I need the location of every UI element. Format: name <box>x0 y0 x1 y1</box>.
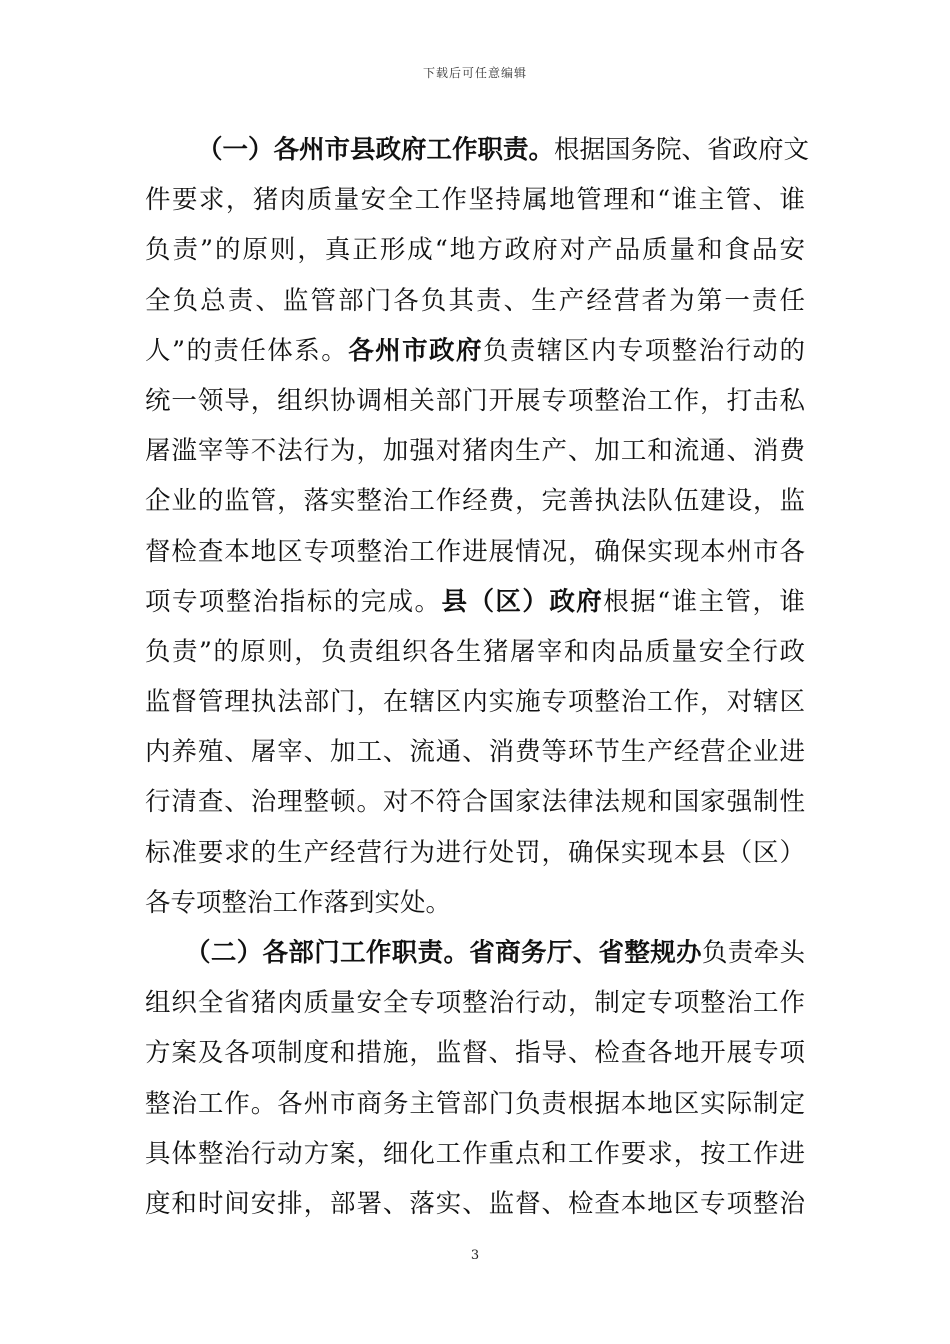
text-line <box>145 225 805 275</box>
body-text: 度和时间安排，部署、落实、监督、检查本地区专项整治 <box>145 1188 805 1219</box>
text-line <box>145 1079 805 1129</box>
text-line <box>145 527 805 577</box>
text-line <box>145 276 805 326</box>
text-line <box>145 1179 805 1229</box>
document-body <box>145 125 810 1229</box>
text-line <box>145 727 805 777</box>
bold-text: 各州市政府 <box>348 335 483 366</box>
body-text: 督检查本地区专项整治工作进展情况，确保实现本州市各 <box>145 536 805 567</box>
page-number: 3 <box>470 1248 480 1263</box>
text-line <box>145 476 805 526</box>
body-text: 统一领导，组织协调相关部门开展专项整治工作，打击私 <box>145 385 805 416</box>
text-line <box>145 125 810 175</box>
body-text: 组织全省猪肉质量安全专项整治行动，制定专项整治工作 <box>145 988 805 1019</box>
body-text: 标准要求的生产经营行为进行处罚，确保实现本县（区） <box>145 837 805 868</box>
bold-text: 县（区）政府 <box>441 586 604 617</box>
body-text: 屠滥宰等不法行为，加强对猪肉生产、加工和流通、消费 <box>145 436 805 467</box>
body-text: 根据“谁主管，谁 <box>603 586 805 617</box>
text-line <box>145 878 805 928</box>
text-line <box>145 376 805 426</box>
text-line <box>145 1028 805 1078</box>
body-text: 负责”的原则，真正形成“地方政府对产品质量和食品安 <box>145 235 805 266</box>
body-text: 负责牵头 <box>701 938 805 968</box>
body-text: 整治工作。各州市商务主管部门负责根据本地区实际制定 <box>145 1088 805 1119</box>
text-line <box>145 1129 805 1179</box>
text-line <box>145 577 805 627</box>
body-text: 全负总责、监管部门各负其责、生产经营者为第一责任 <box>145 285 805 316</box>
body-text: 项专项整治指标的完成。 <box>145 586 442 617</box>
bold-text: （二）各部门工作职责。省商务厅、省整规办 <box>185 938 702 968</box>
body-text: 监督管理执法部门，在辖区内实施专项整治工作，对辖区 <box>145 687 805 718</box>
text-line <box>145 978 805 1028</box>
body-text: 各专项整治工作落到实处。 <box>145 887 452 918</box>
body-text: 行清查、治理整顿。对不符合国家法律法规和国家强制性 <box>145 787 805 818</box>
text-line <box>145 627 805 677</box>
body-text: 人”的责任体系。 <box>145 335 349 366</box>
body-text: 具体整治行动方案，细化工作重点和工作要求，按工作进 <box>145 1138 805 1169</box>
text-line <box>145 777 805 827</box>
text-line <box>145 175 805 225</box>
body-text: 企业的监管，落实整治工作经费，完善执法队伍建设，监 <box>145 486 805 517</box>
text-line <box>145 828 805 878</box>
bold-text: （一）各州市县政府工作职责。 <box>197 135 555 165</box>
text-line <box>145 426 805 476</box>
text-line <box>145 326 805 376</box>
body-text: 根据国务院、省政府文 <box>554 135 810 165</box>
body-text: 内养殖、屠宰、加工、流通、消费等环节生产经营企业进 <box>145 737 805 768</box>
text-line <box>145 677 805 727</box>
body-text: 方案及各项制度和措施，监督、指导、检查各地开展专项 <box>145 1038 805 1069</box>
text-line <box>145 928 805 978</box>
page-header: 下载后可任意编辑 <box>422 66 527 80</box>
body-text: 负责”的原则，负责组织各生猪屠宰和肉品质量安全行政 <box>145 636 805 667</box>
body-text: 件要求，猪肉质量安全工作坚持属地管理和“谁主管、谁 <box>145 185 805 216</box>
body-text: 负责辖区内专项整治行动的 <box>482 335 805 366</box>
